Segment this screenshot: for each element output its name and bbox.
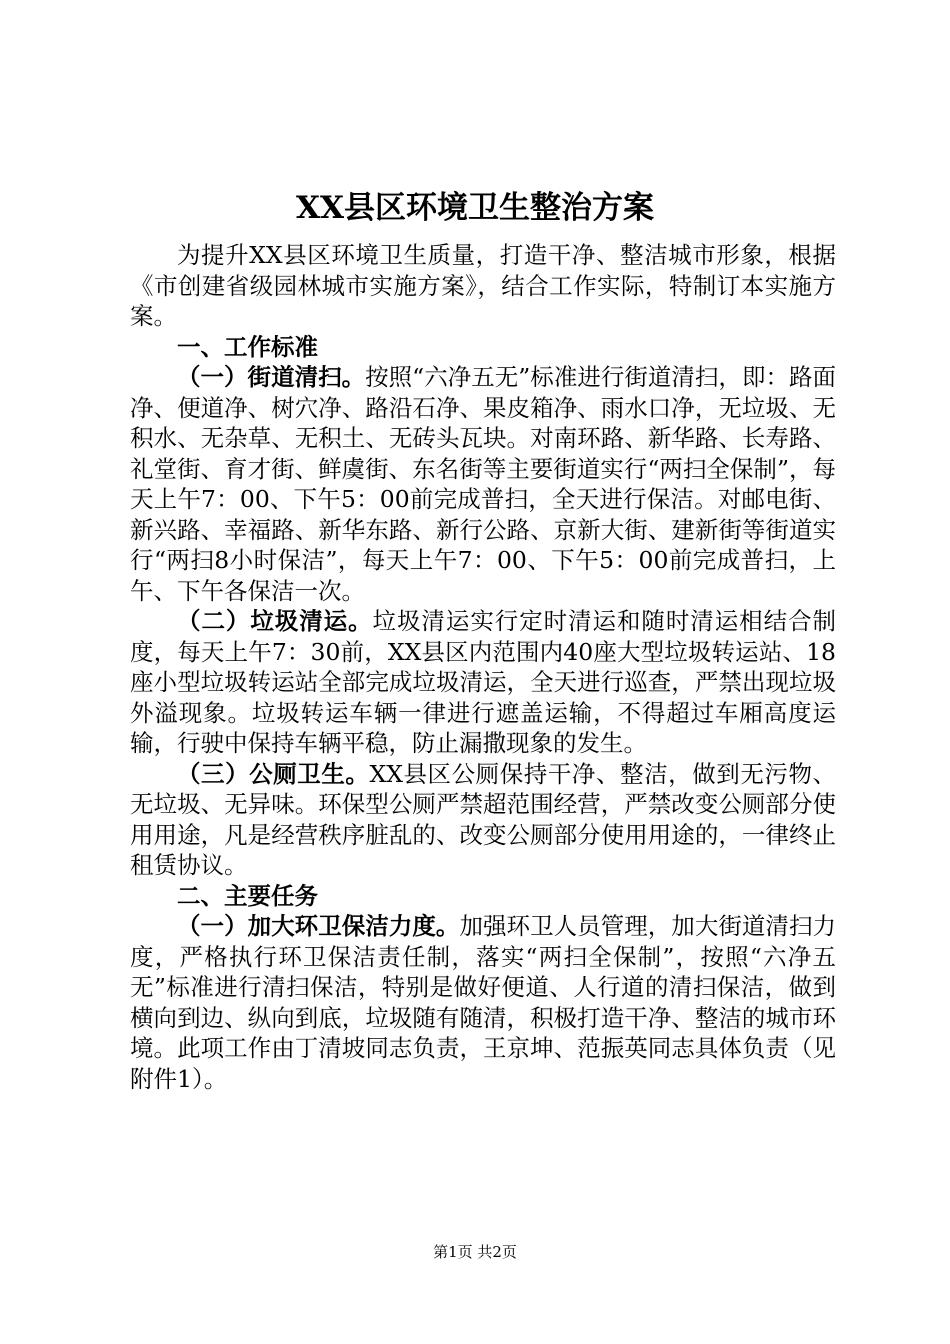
item-text: XX县区公厕保持干净、整洁，做到无污物、无垃圾、无异味。环保型公厕严禁超范围经营，严禁改变公厕部分使用用途，凡是经营秩序脏乱的、改变公厕部分使用用途的，一律终止租赁协议。: [130, 759, 837, 879]
document-title: XX县区环境卫生整治方案: [295, 190, 655, 226]
page-number-footer: 第1页 共2页: [433, 1243, 517, 1261]
paragraph-garbage-removal: [130, 606, 836, 759]
paragraph-street-sweeping: [130, 362, 836, 606]
item-text: 按照“六净五无”标准进行街道清扫，即：路面净、便道净、树穴净、路沿石净、果皮箱净、雨水口净，无垃圾、无积水、无杂草、无积土、无砖头瓦块。对南环路、新华路、长寿路、礼堂街、育才街、鲜虞街、东名街等主要街道实行“两扫全保制”，每天上午7：00、下午5：00前完成普扫，全天进行保洁。对邮电街、新兴路、幸福路、新华东路、新行公路、京新大街、建新街等街道实行“两扫8小时保洁”，每天上午7：00、下午5：00前完成普扫，上午、下午各保洁一次。: [130, 363, 837, 605]
item-lead: （一）街道清扫。: [177, 363, 366, 391]
intro-paragraph: 为提升XX县区环境卫生质量，打造干净、整洁城市形象，根据《市创建省级园林城市实施方案》，结合工作实际，特制订本实施方案。: [130, 241, 836, 330]
paragraph-public-toilets: [130, 759, 836, 881]
item-text: 垃圾清运实行定时清运和随时清运相结合制度，每天上午7：30前，XX县区内范围内40座大型垃圾转运站、18座小型垃圾转运站全部完成垃圾清运，全天进行巡查，严禁出现垃圾外溢现象。垃圾转运车辆一律进行遮盖运输，不得超过车厢高度运输，行驶中保持车辆平稳，防止漏撒现象的发生。: [130, 607, 837, 757]
item-lead: （二）垃圾清运。: [177, 607, 373, 635]
item-lead: （一）加大环卫保洁力度。: [177, 912, 460, 940]
section-heading-main-tasks: 二、主要任务: [177, 881, 318, 910]
paragraph-sanitation-cleaning: [130, 911, 836, 1094]
item-lead: （三）公厕卫生。: [177, 759, 370, 788]
section-heading-work-standards: 一、工作标准: [177, 332, 318, 361]
item-text: 加强环卫人员管理，加大街道清扫力度，严格执行环卫保洁责任制，落实“两扫全保制”，按照“六净五无”标准进行清扫保洁，特别是做好便道、人行道的清扫保洁，做到横向到边、纵向到底，垃圾随有随清，积极打造干净、整洁的城市环境。此项工作由丁清坡同志负责，王京坤、范振英同志具体负责（见附件1）。: [130, 912, 837, 1093]
document-body: [130, 240, 836, 1094]
